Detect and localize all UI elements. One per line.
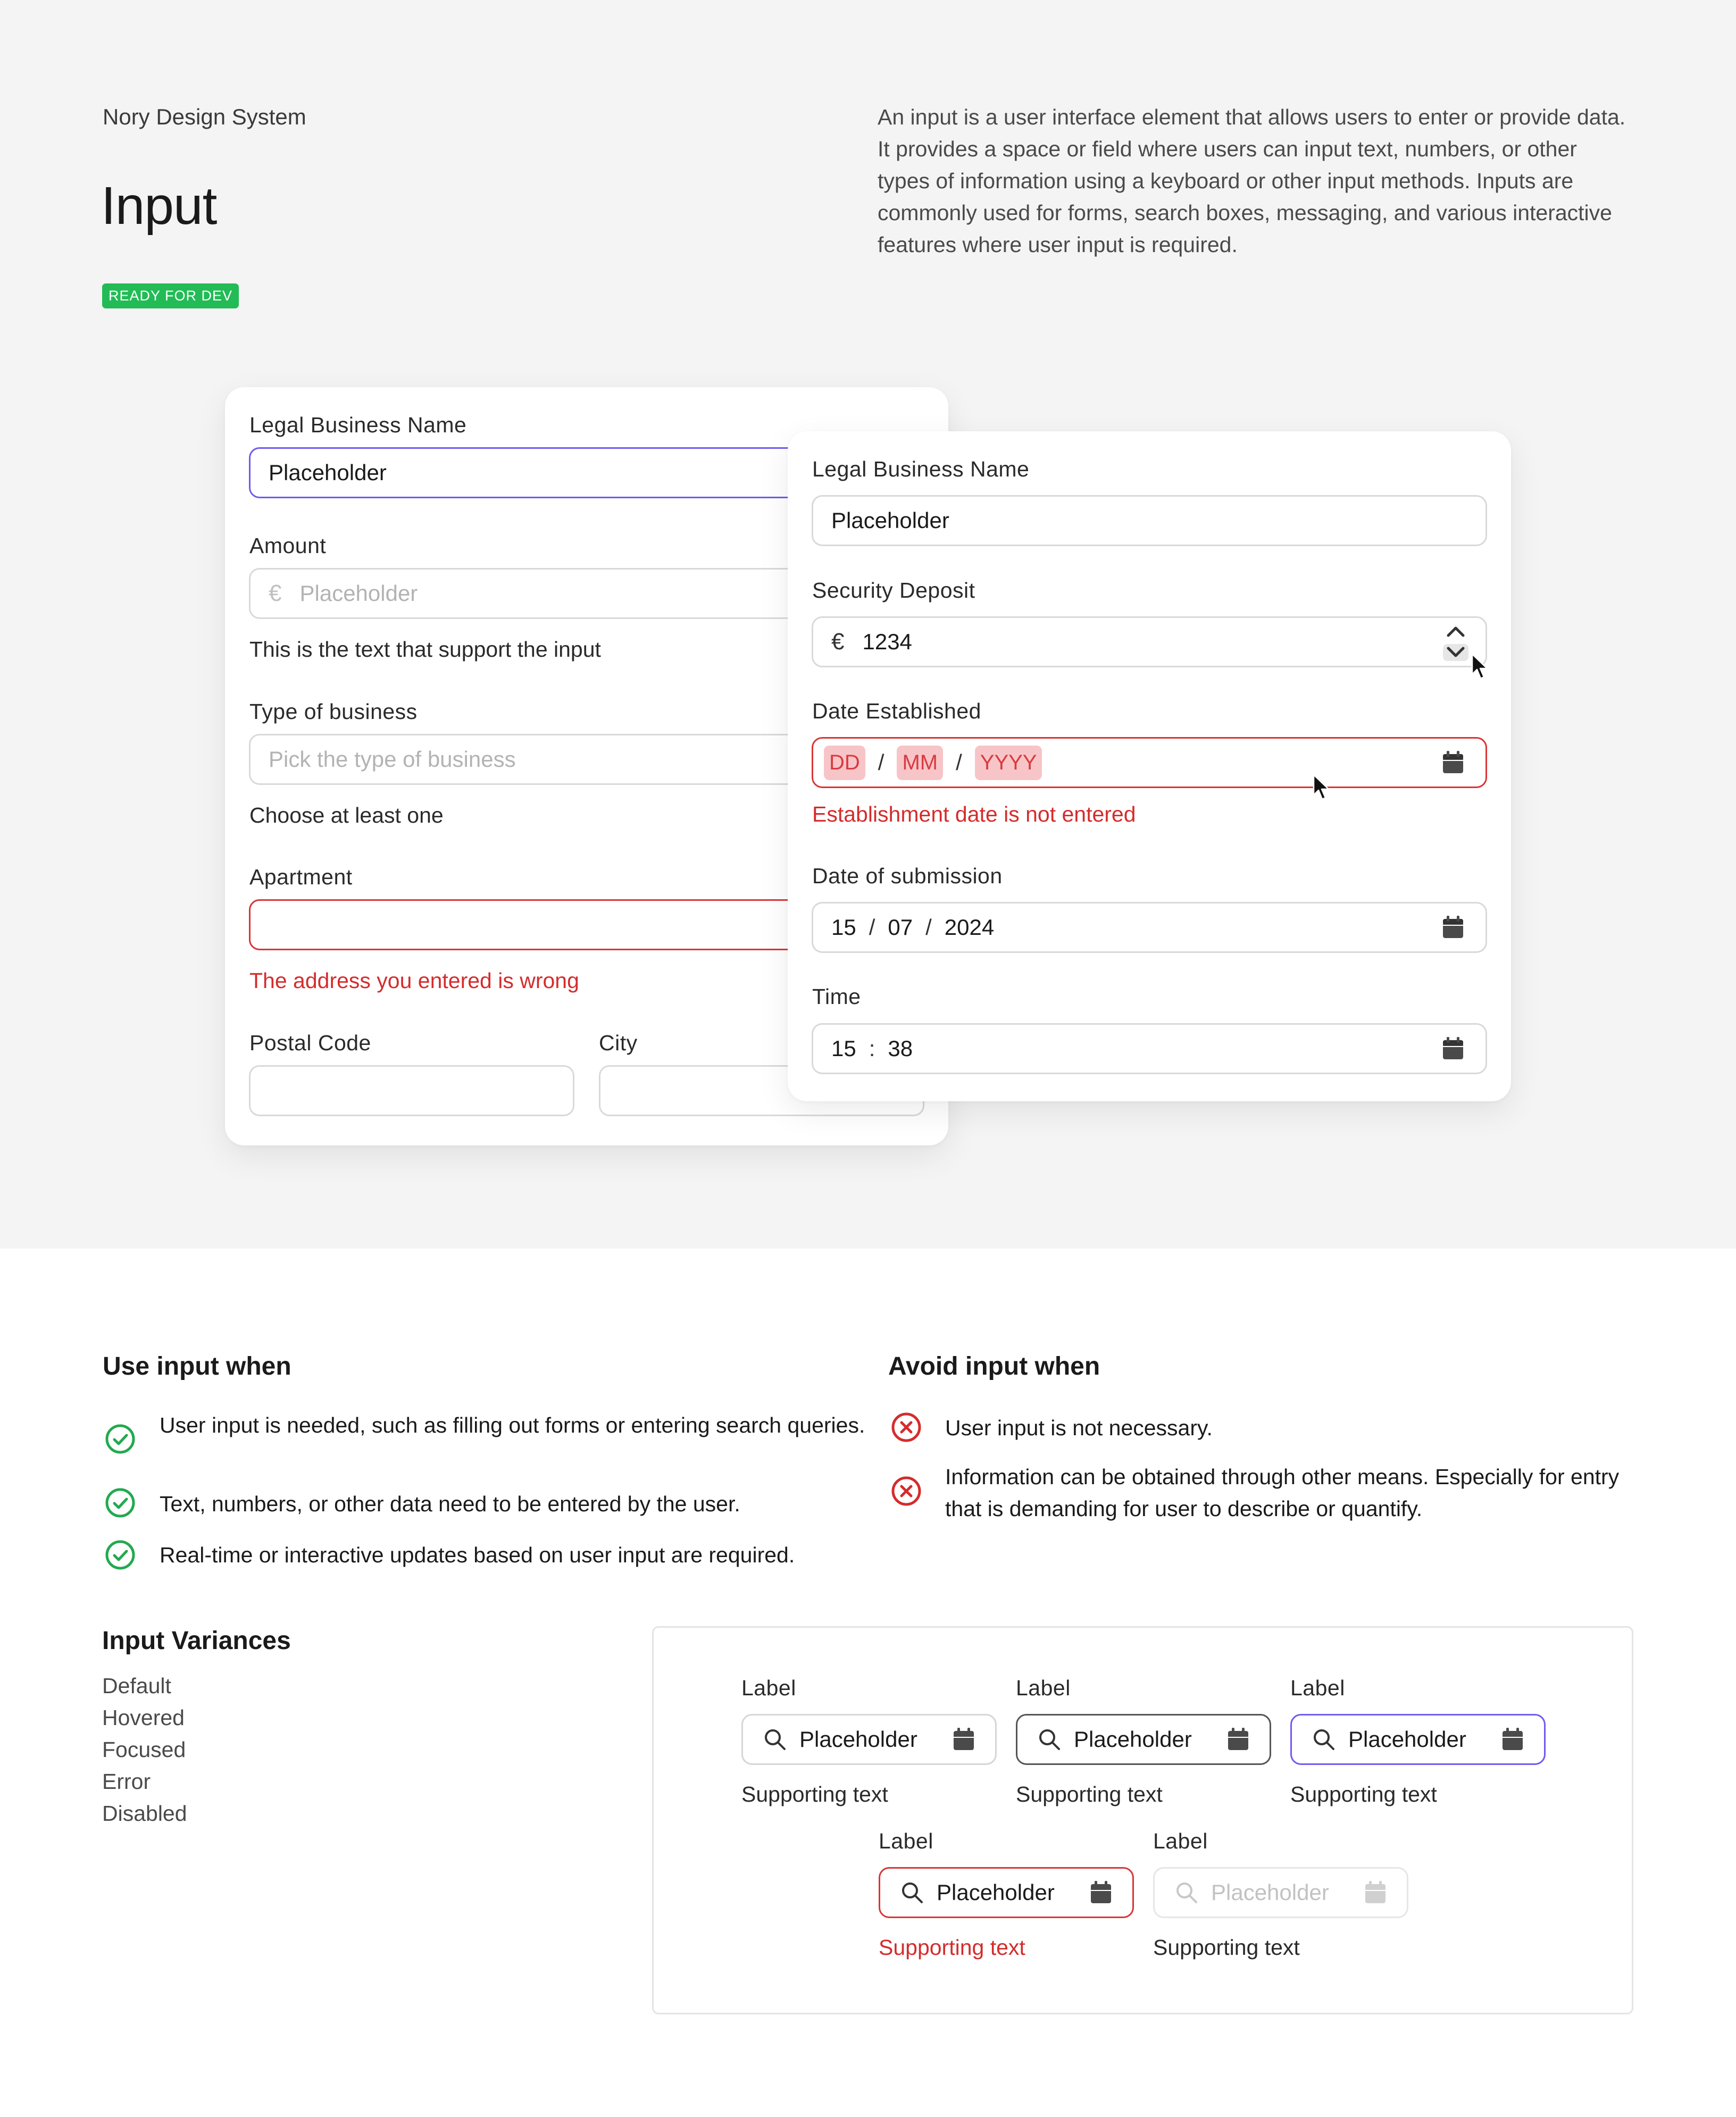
calendar-icon[interactable] (953, 1728, 975, 1751)
search-icon (763, 1728, 787, 1751)
date-established-label: Date Established (812, 699, 981, 723)
business-name-label-2: Legal Business Name (812, 457, 1030, 481)
variant-label: Label (741, 1676, 796, 1700)
variant-error-input[interactable]: Placeholder (879, 1867, 1134, 1918)
avoid-input-heading: Avoid input when (888, 1352, 1100, 1380)
variant-supporting-text: Supporting text (1016, 1782, 1163, 1806)
amount-label: Amount (249, 533, 327, 558)
variant-supporting-text: Supporting text (1153, 1935, 1300, 1960)
variances-showcase (652, 1626, 1633, 2014)
business-name-input[interactable]: Placeholder (249, 447, 924, 498)
intro-description: An input is a user interface element that allows users to enter or provide data. It provides a space or field where users can input text, numbers, or other types of information using a keyboard or other input methods. Inputs are commonly used for forms, search boxes, messaging, and various interactive features where user input is required. (878, 105, 1626, 257)
search-icon (1312, 1728, 1336, 1751)
business-type-label: Type of business (249, 699, 418, 724)
security-deposit-input[interactable]: € 1234 (812, 616, 1487, 667)
variant-supporting-text-error: Supporting text (879, 1935, 1025, 1960)
check-circle-icon (104, 1423, 136, 1455)
state-default: Default (102, 1673, 171, 1698)
variance-state-list (102, 1670, 187, 1829)
date-submission-input[interactable]: 15 / 07 / 2024 (812, 902, 1487, 953)
variant-label: Label (1016, 1676, 1071, 1700)
use-item: Text, numbers, or other data need to be entered by the user. (160, 1492, 740, 1516)
postal-code-label: Postal Code (249, 1031, 371, 1055)
year-segment[interactable]: YYYY (975, 746, 1042, 780)
apartment-label: Apartment (249, 865, 353, 889)
calendar-icon[interactable] (1442, 916, 1464, 939)
calendar-icon[interactable] (1442, 751, 1464, 774)
state-hovered: Hovered (102, 1705, 185, 1730)
variant-label: Label (879, 1829, 933, 1853)
business-type-select[interactable]: Pick the type of business (249, 734, 924, 785)
date-established-input[interactable]: DD / MM / YYYY (812, 737, 1487, 788)
variant-focused-input[interactable]: Placeholder (1290, 1714, 1546, 1765)
status-badge: READY FOR DEV (102, 283, 239, 308)
variant-default-input[interactable]: Placeholder (741, 1714, 997, 1765)
city-label: City (599, 1031, 638, 1055)
day-segment[interactable]: DD (824, 746, 865, 780)
state-focused: Focused (102, 1737, 186, 1762)
business-name-label: Legal Business Name (249, 413, 467, 437)
time-input[interactable]: 15 : 38 (812, 1023, 1487, 1074)
input-variances-heading: Input Variances (102, 1627, 291, 1655)
business-type-help-text: Choose at least one (249, 803, 444, 827)
variant-label: Label (1153, 1829, 1208, 1853)
use-item: Real-time or interactive updates based on user input are required. (160, 1543, 795, 1567)
page-title: Input (101, 176, 217, 236)
variant-disabled-input: Placeholder (1153, 1867, 1408, 1918)
search-icon (1175, 1881, 1198, 1904)
state-disabled: Disabled (102, 1801, 187, 1826)
cursor-icon (1313, 774, 1331, 801)
business-name-input-2[interactable]: Placeholder (812, 495, 1487, 546)
brand-name: Nory Design System (103, 104, 306, 129)
security-deposit-label: Security Deposit (812, 578, 975, 603)
check-circle-icon (104, 1539, 136, 1571)
x-circle-icon (890, 1475, 922, 1507)
search-icon (900, 1881, 924, 1904)
use-item: User input is needed, such as filling out forms or entering search queries. (160, 1413, 865, 1437)
avoid-item: User input is not necessary. (945, 1416, 1213, 1440)
variant-hovered-input[interactable]: Placeholder (1016, 1714, 1271, 1765)
state-error: Error (102, 1769, 151, 1794)
cursor-icon (1471, 653, 1489, 681)
euro-icon: € (269, 580, 282, 606)
euro-icon: € (831, 629, 845, 655)
use-input-heading: Use input when (103, 1352, 291, 1380)
apartment-error-text: The address you entered is wrong (249, 968, 579, 993)
calendar-icon (1364, 1881, 1387, 1904)
time-label: Time (812, 984, 861, 1009)
search-icon (1038, 1728, 1061, 1751)
avoid-item: Information can be obtained through other means. Especially for entry that is demanding for user to describe or quantify. (945, 1465, 1620, 1521)
month-segment[interactable]: MM (897, 746, 943, 780)
form-card-secondary (788, 431, 1511, 1101)
variant-label: Label (1290, 1676, 1345, 1700)
amount-input[interactable]: € Placeholder (249, 568, 924, 619)
calendar-icon[interactable] (1442, 1037, 1464, 1060)
variant-supporting-text: Supporting text (741, 1782, 888, 1806)
variant-supporting-text: Supporting text (1290, 1782, 1437, 1806)
stepper-icon[interactable] (1441, 622, 1471, 662)
check-circle-icon (104, 1487, 136, 1519)
amount-help-text: This is the text that support the input (249, 637, 601, 662)
date-established-error-text: Establishment date is not entered (812, 802, 1136, 826)
x-circle-icon (890, 1411, 922, 1443)
calendar-icon[interactable] (1090, 1881, 1112, 1904)
postal-code-input[interactable] (249, 1065, 574, 1116)
calendar-icon[interactable] (1501, 1728, 1524, 1751)
calendar-icon[interactable] (1227, 1728, 1249, 1751)
date-submission-label: Date of submission (812, 864, 1003, 888)
